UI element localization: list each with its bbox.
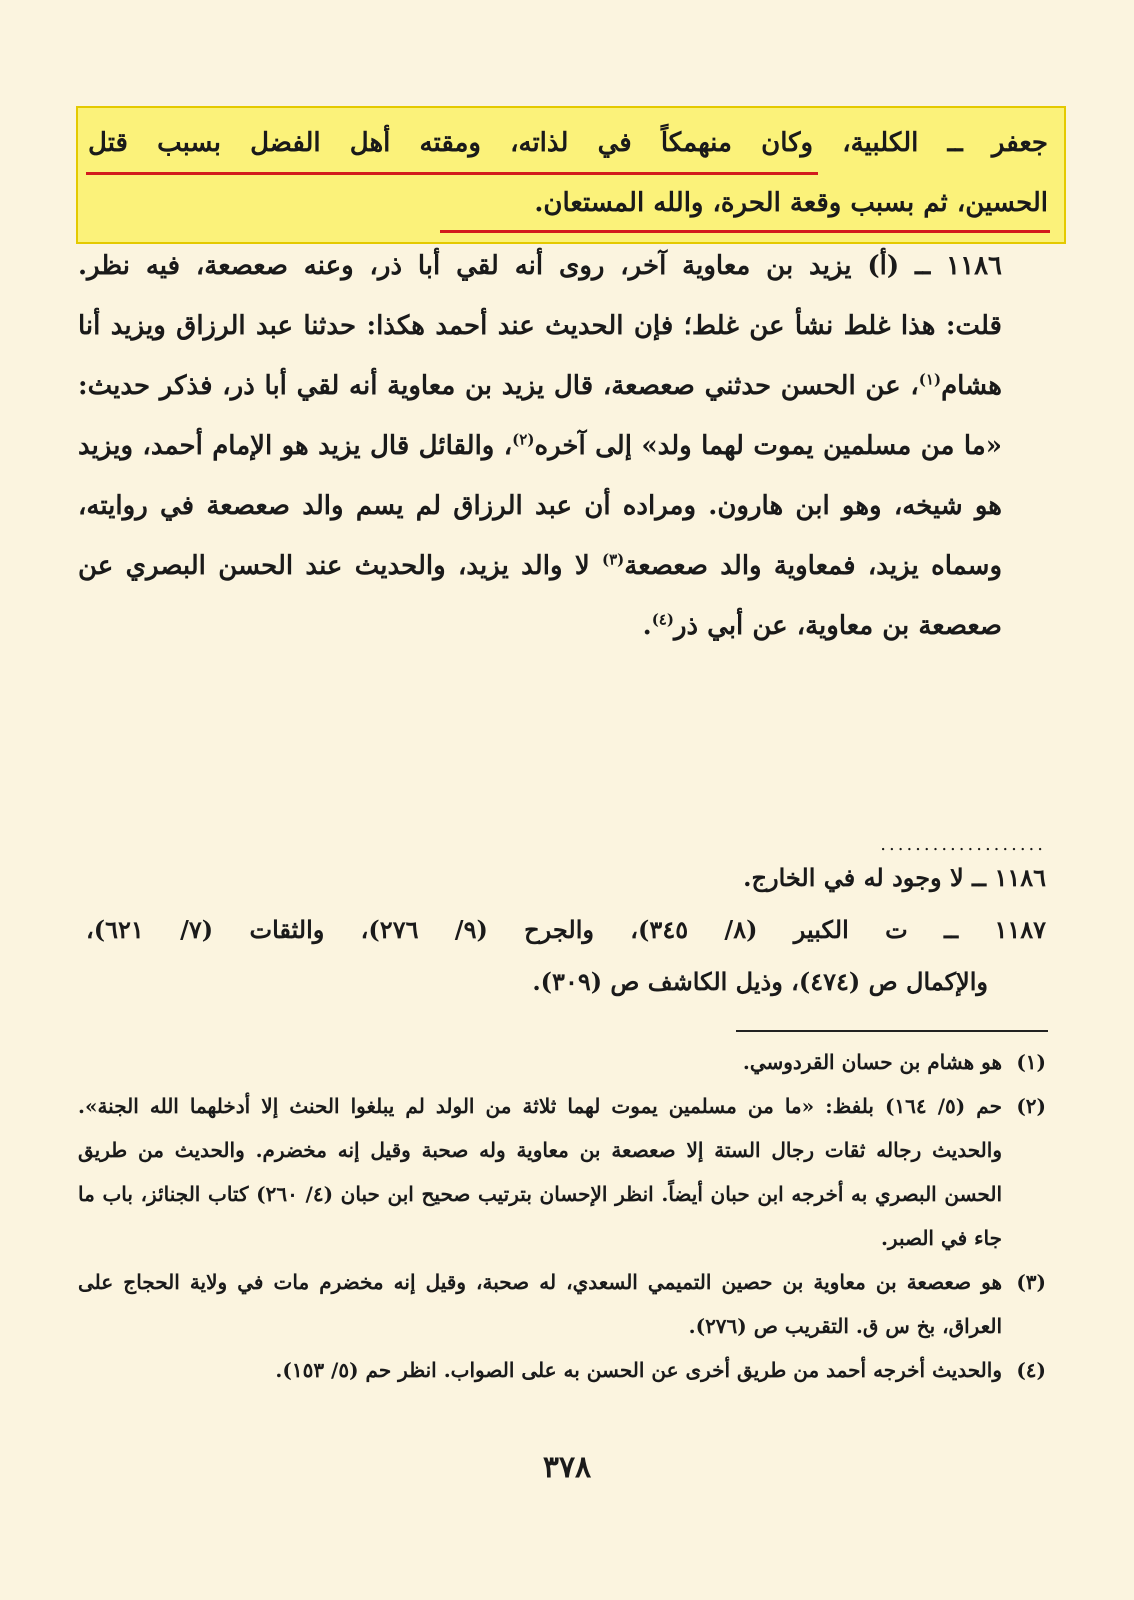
footnote-3 — [78, 1260, 1046, 1348]
footnote-number: (٤) — [1016, 1358, 1046, 1382]
footnote-text: هو صعصعة بن معاوية بن حصين التميمي السعدي، له صحبة، وقيل إنه مخضرم مات في ولاية الحجاج على العراق، بخ س ق. التقريب ص (٢٧٦). — [78, 1270, 1002, 1338]
commentary-part-e: . — [642, 611, 652, 641]
footnote-ref-2: (٢) — [512, 430, 535, 449]
footnote-2 — [78, 1084, 1046, 1260]
footnote-ref-1: (١) — [918, 370, 942, 389]
commentary-paragraph — [78, 296, 1060, 656]
source-note-1186: ١١٨٦ ــ لا وجود له في الخارج. — [743, 863, 1046, 892]
source-note-1187-line1: ١١٨٧ ــ ت الكبير (٨/ ٣٤٥)، والجرح (٩/ ٢٧٦)، والثقات (٧/ ٦٢١)، — [86, 915, 1046, 944]
footnote-divider — [736, 1030, 1048, 1032]
commentary-part-d: لا والد يزيد، والحديث عند الحسن البصري عن صعصعة بن معاوية، عن أبي ذر — [78, 551, 1002, 641]
source-notes — [86, 852, 1046, 1008]
footnote-number: (٢) — [1016, 1094, 1046, 1118]
page-number: ٣٧٨ — [542, 1450, 592, 1485]
footnote-text: حم (٥/ ١٦٤) بلفظ: «ما من مسلمين يموت لهما ثلاثة من الولد لم يبلغوا الحنث إلا أدخلهما الله الجنة». والحديث رجاله ثقات رجال الستة إلا صعصعة بن معاوية وله صحبة وقيل إنه مخضرم. والحديث من طريق الحسن البصري به أخرجه ابن حبان أيضاً. انظر الإحسان بترتيب صحيح ابن حبان (٤/ ٢٦٠) كتاب الجنائز، باب ما جاء في الصبر. — [78, 1094, 1002, 1250]
footnote-number: (٣) — [1016, 1270, 1046, 1294]
footnote-text: والحديث أخرجه أحمد من طريق أخرى عن الحسن به على الصواب. انظر حم (٥/ ١٥٣). — [275, 1358, 1002, 1382]
commentary-part-b: ، عن الحسن حدثني صعصعة، قال يزيد بن معاوية أنه لقي أبا ذر، فذكر حديث: «ما من مسلمين يموت لهما ولد» إلى آخره — [78, 371, 1002, 461]
red-underline-2 — [440, 230, 1050, 233]
footnotes — [78, 1040, 1046, 1392]
red-underline-1 — [86, 172, 818, 175]
commentary-part-c: ، والقائل قال يزيد هو الإمام أحمد، ويزيد هو شيخه، وهو ابن هارون. ومراده أن عبد الرزاق لم يسم والد صعصعة في روايته، وسماه يزيد، فمعاوية والد صعصعة — [78, 431, 1003, 581]
highlighted-line-2: الحسين، ثم بسبب وقعة الحرة، والله المستعان. — [534, 188, 1048, 218]
entry-body — [78, 236, 1060, 656]
entry-1186-paragraph: ١١٨٦ ــ (أ) يزيد بن معاوية آخر، روى أنه لقي أبا ذر، وعنه صعصعة، فيه نظر. — [78, 251, 1002, 281]
footnote-1 — [78, 1040, 1046, 1084]
section-separator: ................... — [880, 834, 1046, 855]
footnote-ref-4: (٤) — [651, 610, 674, 629]
footnote-4 — [78, 1348, 1046, 1392]
footnote-ref-3: (٣) — [602, 550, 625, 569]
source-note-1187-line2: والإكمال ص (٤٧٤)، وذيل الكاشف ص (٣٠٩). — [532, 967, 988, 996]
footnote-number: (١) — [1016, 1050, 1046, 1074]
highlighted-line-1: جعفر ــ الكلبية، وكان منهمكاً في لذاته، ومقته أهل الفضل بسبب قتل — [88, 128, 1048, 158]
commentary-part-a: قلت: هذا غلط نشأ عن غلط؛ فإن الحديث عند أحمد هكذا: حدثنا عبد الرزاق ويزيد أنا هشام — [78, 311, 1002, 401]
footnote-text: هو هشام بن حسان القردوسي. — [742, 1050, 1002, 1074]
